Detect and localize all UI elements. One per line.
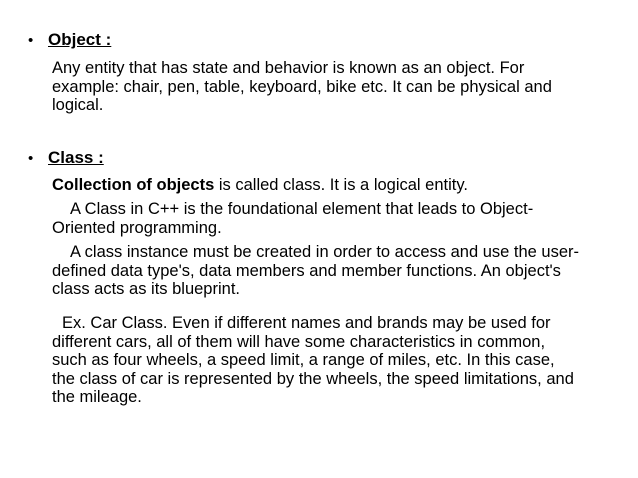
class-paragraph-example: Ex. Car Class. Even if different names and brands may be used for different cars, all of them will have some characteristics in common, such as four wheels, a speed limit, a range of miles, etc. In this case, the class of car is represented by the wheels, the speed limitations, and the mileage. (52, 314, 574, 407)
bullet-point-icon: • (28, 32, 34, 49)
class-heading: Class : (48, 148, 104, 167)
class-paragraph-instance: A class instance must be created in order to access and use the user-defined data type's, data members and member functions. An object's class acts as its blueprint. (52, 243, 580, 299)
object-heading: Object : (48, 30, 112, 49)
bullet-point-icon: • (28, 150, 34, 167)
class-lead-bold: Collection of objects (52, 176, 215, 194)
bullet-class (28, 148, 104, 169)
bullet-object (28, 30, 111, 51)
class-definition (52, 176, 582, 195)
object-definition: Any entity that has state and behavior is known as an object. For example: chair, pen, table, keyboard, bike etc. It can be physical and logical. (52, 59, 552, 115)
class-lead-rest: is called class. It is a logical entity. (214, 176, 468, 194)
class-paragraph-cpp: A Class in C++ is the foundational element that leads to Object-Oriented programming. (52, 200, 534, 237)
